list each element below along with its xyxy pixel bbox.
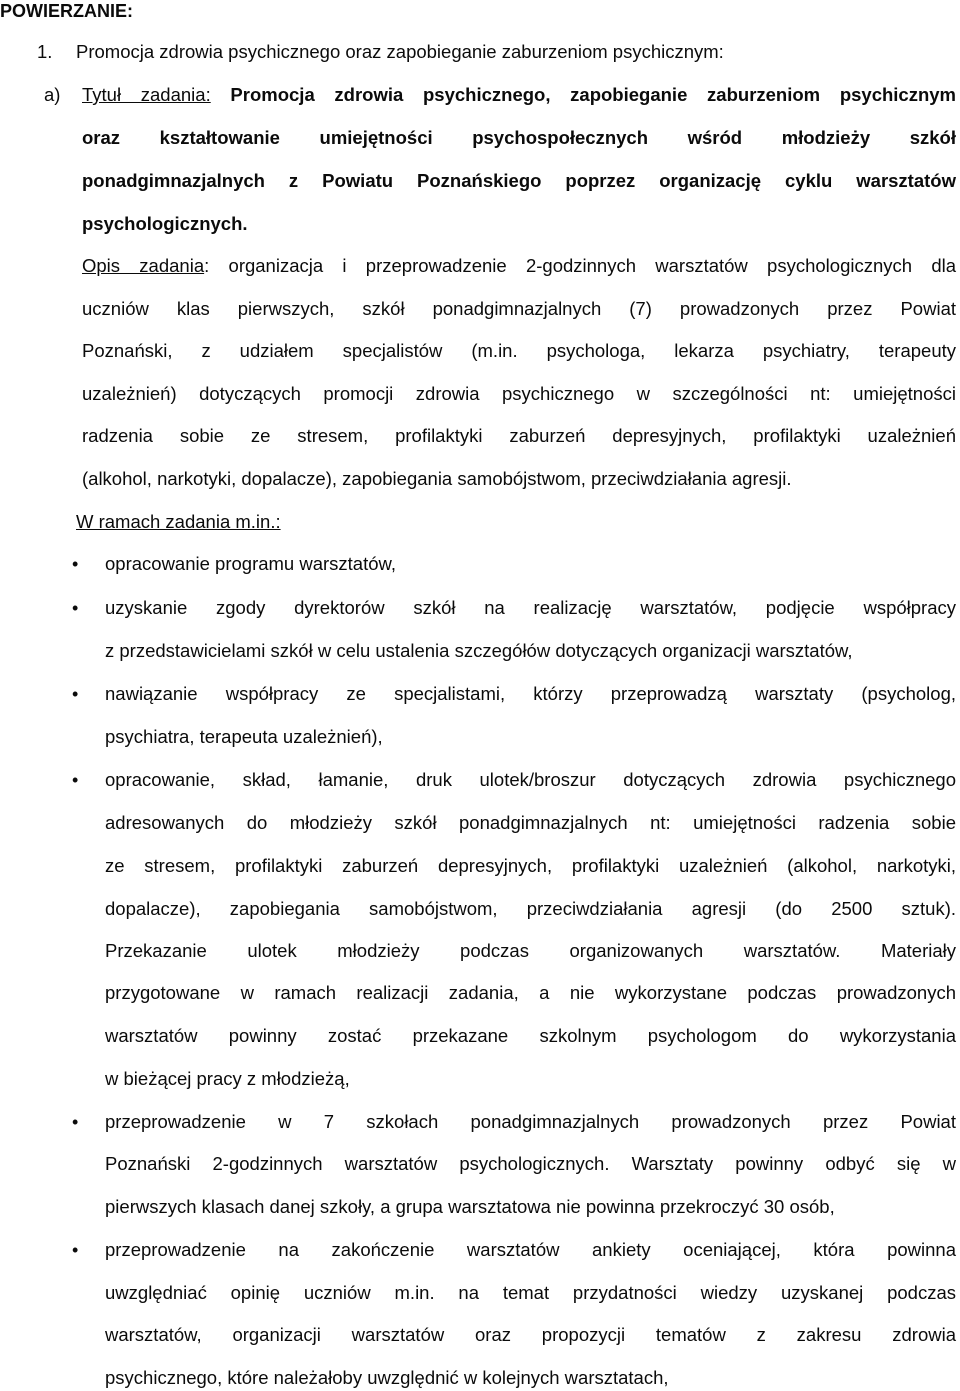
task-title-line: oraz kształtowanie umiejętności psychospołecznych wśród młodzieży szkół — [82, 127, 956, 148]
bullet-icon: • — [72, 554, 79, 574]
list-item-line: opracowanie programu warsztatów, — [105, 553, 397, 574]
list-item-line: w bieżącej pracy z młodzieżą, — [105, 1068, 350, 1089]
list-item-line: przeprowadzenie na zakończenie warsztatów ankiety oceniającej, która powinna — [105, 1239, 956, 1260]
subitem-marker: a) — [44, 84, 61, 105]
list-item-line: nawiązanie współpracy ze specjalistami, którzy przeprowadzą warsztaty (psycholog, — [105, 683, 956, 704]
task-description-line: Poznański, z udziałem specjalistów (m.in. psychologa, lekarza psychiatry, terapeuty — [82, 340, 956, 361]
list-item-line: Poznański 2-godzinnych warsztatów psychologicznych. Warsztaty powinny odbyć się w — [105, 1153, 956, 1174]
item-title: Promocja zdrowia psychicznego oraz zapobieganie zaburzeniom psychicznym: — [76, 41, 724, 62]
list-item-line: psychicznego, które należałoby uwzględnić w kolejnych warsztatach, — [105, 1367, 669, 1388]
bullet-icon: • — [72, 1240, 79, 1260]
task-title-line — [82, 82, 956, 108]
task-title-text: Promocja zdrowia psychicznego, zapobieganie zaburzeniom psychicznym — [230, 84, 957, 105]
task-description-label: Opis zadania — [82, 255, 205, 276]
list-item-line: pierwszych klasach danej szkoły, a grupa warsztatowa nie powinna przekroczyć 30 osób, — [105, 1196, 835, 1217]
bullet-icon: • — [72, 684, 79, 704]
task-description-line: uzależnień) dotyczących promocji zdrowia psychicznego w szczególności nt: umiejętności — [82, 383, 956, 404]
list-item-line: warsztatów powinny zostać przekazane szkolnym psychologom do wykorzystania — [105, 1025, 956, 1046]
item-number: 1. — [37, 41, 53, 62]
list-item-line: ze stresem, profilaktyki zaburzeń depresyjnych, profilaktyki uzależnień (alkohol, narkotyki, — [105, 855, 956, 876]
task-description-text: : organizacja i przeprowadzenie 2-godzinnych warsztatów psychologicznych dla — [204, 255, 957, 276]
list-item-line: z przedstawicielami szkół w celu ustalenia szczegółów dotyczących organizacji warsztatów, — [105, 640, 853, 661]
bullet-icon: • — [72, 1112, 79, 1132]
list-item-line: adresowanych do młodzieży szkół ponadgimnazjalnych nt: umiejętności radzenia sobie — [105, 812, 956, 833]
section-heading: POWIERZANIE: — [0, 1, 133, 21]
task-title-line: psychologicznych. — [82, 213, 248, 234]
list-item-line: warsztatów, organizacji warsztatów oraz propozycji tematów z zakresu zdrowia — [105, 1324, 956, 1345]
task-title-label: Tytuł zadania: — [82, 84, 211, 105]
task-description-line — [82, 253, 956, 279]
list-item-line: przeprowadzenie w 7 szkołach ponadgimnazjalnych prowadzonych przez Powiat — [105, 1111, 956, 1132]
list-item-line: uzyskanie zgody dyrektorów szkół na realizację warsztatów, podjęcie współpracy — [105, 597, 956, 618]
list-item-line: dopalacze), zapobiegania samobójstwom, przeciwdziałania agresji (do 2500 sztuk). — [105, 898, 956, 919]
list-item-line: opracowanie, skład, łamanie, druk ulotek/broszur dotyczących zdrowia psychicznego — [105, 769, 956, 790]
task-description-line: (alkohol, narkotyki, dopalacze), zapobiegania samobójstwom, przeciwdziałania agresji. — [82, 468, 792, 489]
task-description-line: radzenia sobie ze stresem, profilaktyki zaburzeń depresyjnych, profilaktyki uzależnień — [82, 425, 956, 446]
list-item-line: psychiatra, terapeuta uzależnień), — [105, 726, 383, 747]
list-item-line: Przekazanie ulotek młodzieży podczas organizowanych warsztatów. Materiały — [105, 940, 956, 961]
task-description-line: uczniów klas pierwszych, szkół ponadgimnazjalnych (7) prowadzonych przez Powiat — [82, 298, 956, 319]
task-scope-label: W ramach zadania m.in.: — [76, 511, 281, 532]
bullet-icon: • — [72, 770, 79, 790]
bullet-icon: • — [72, 598, 79, 618]
list-item-line: uwzględniać opinię uczniów m.in. na temat przydatności wiedzy uzyskanej podczas — [105, 1282, 956, 1303]
task-title-line: ponadgimnazjalnych z Powiatu Poznańskiego poprzez organizację cyklu warsztatów — [82, 170, 956, 191]
list-item-line: przygotowane w ramach realizacji zadania, a nie wykorzystane podczas prowadzonych — [105, 982, 956, 1003]
